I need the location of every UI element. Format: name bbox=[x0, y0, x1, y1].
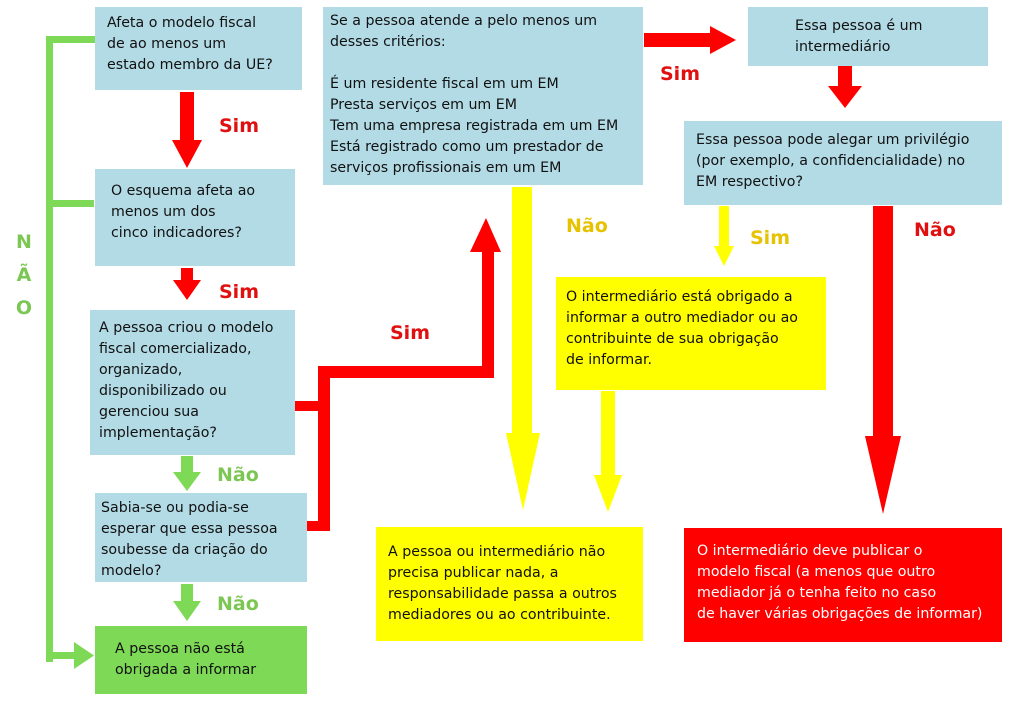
q4-could-know: Sabia-se ou podia-se esperar que essa pessoa soubesse da criação do modelo? bbox=[95, 493, 307, 582]
arrow-q3-q4 bbox=[173, 456, 201, 491]
nao-letter-a: Ã bbox=[16, 264, 32, 286]
arrow-criteria-intermediary bbox=[644, 26, 736, 54]
nao-letter-n: N bbox=[16, 231, 32, 253]
arrow-q2-q3 bbox=[173, 268, 201, 300]
label-nao-q4: Não bbox=[217, 593, 259, 615]
privilege-box: Essa pessoa pode alegar um privilégio (por exemplo, a confidencialidade) no EM respectivo? bbox=[684, 121, 1002, 205]
result-not-obliged: A pessoa não está obrigada a informar bbox=[95, 626, 307, 694]
arrow-privilege-inform bbox=[714, 206, 734, 266]
label-sim-q2: Sim bbox=[219, 281, 259, 303]
q3-person-created-model: A pessoa criou o modelo fiscal comercializado, organizado, disponibilizado ou gerenciou sua implementação? bbox=[90, 310, 295, 455]
q1-eu-member-state: Afeta o modelo fiscal de ao menos um estado membro da UE? bbox=[95, 7, 302, 90]
label-nao-criteria: Não bbox=[566, 215, 608, 237]
q2-five-indicators: O esquema afeta ao menos um dos cinco indicadores? bbox=[95, 169, 295, 266]
must-publish-box: O intermediário deve publicar o modelo fiscal (a menos que outro mediador já o tenha feito no caso de haver várias obrigações de informar) bbox=[684, 528, 1002, 642]
arrow-q1-q2 bbox=[172, 92, 202, 168]
intermediary-box: Essa pessoa é um intermediário bbox=[748, 7, 988, 66]
no-publish-box: A pessoa ou intermediário não precisa publicar nada, a responsabilidade passa a outros mediadores ou ao contribuinte. bbox=[376, 527, 643, 641]
nao-bracket bbox=[46, 36, 96, 669]
nao-letter-o: O bbox=[15, 297, 33, 319]
arrow-q3-criteria bbox=[295, 218, 501, 531]
label-nao-vertical bbox=[14, 226, 34, 325]
arrow-criteria-nopublish bbox=[506, 187, 540, 510]
label-sim-privilege: Sim bbox=[750, 227, 790, 249]
label-nao-q3: Não bbox=[217, 464, 259, 486]
arrow-inform-nopublish bbox=[594, 391, 622, 512]
arrow-q4-result bbox=[173, 584, 201, 621]
arrow-intermediary-privilege bbox=[828, 66, 862, 108]
criteria-box: Se a pessoa atende a pelo menos um desses critérios: É um residente fiscal em um EM Presta serviços em um EM Tem uma empresa registrada em um EM Está registrado como um prestador de serviços profissionais em um EM bbox=[323, 7, 643, 185]
label-sim-q3: Sim bbox=[390, 322, 430, 344]
label-sim-criteria: Sim bbox=[660, 63, 700, 85]
arrow-privilege-mustpublish bbox=[865, 206, 901, 514]
label-sim-q1: Sim bbox=[219, 115, 259, 137]
label-nao-privilege: Não bbox=[914, 219, 956, 241]
inform-other-box: O intermediário está obrigado a informar a outro mediador ou ao contribuinte de sua obrigação de informar. bbox=[556, 277, 826, 390]
